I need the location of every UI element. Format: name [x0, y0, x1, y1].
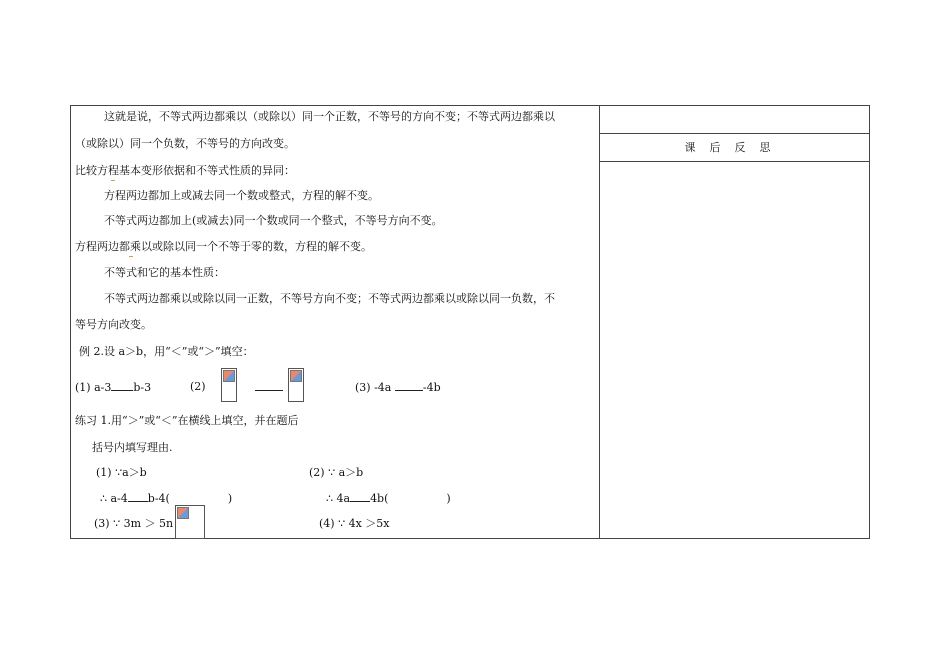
example-2-item-3: (3) -4a -4b	[355, 381, 441, 394]
edit-mark	[111, 177, 115, 181]
example-2-item-2-blank	[255, 380, 283, 395]
practice-1-subtitle: 括号内填写理由.	[92, 441, 173, 454]
text-line-2: （或除以）同一个负数，不等号的方向改变。	[75, 137, 295, 150]
fraction-image-icon	[288, 368, 304, 402]
text-line-7: 不等式和它的基本性质：	[104, 266, 225, 279]
fill-blank[interactable]	[395, 380, 423, 391]
example-2-title: 例 2.设 a＞b，用“＜”或“＞”填空：	[79, 345, 254, 358]
practice-q2-answer: ∴ 4a 4b( )	[326, 492, 451, 505]
fill-blank[interactable]	[111, 380, 133, 391]
text-line-5: 不等式两边都加上(或减去)同一个数或同一个整式，不等号方向不变。	[104, 214, 443, 227]
practice-q1-given: (1) ∵a＞b	[96, 466, 147, 479]
example-2-item-1: (1) a-3 b-3	[75, 381, 152, 394]
practice-q3-given: (3) ∵ 3m ＞ 5n	[94, 517, 174, 530]
fill-blank[interactable]	[255, 380, 283, 391]
text-line-4: 方程两边都加上或减去同一个数或整式，方程的解不变。	[104, 189, 379, 202]
example-2-item-2-label: (2)	[190, 380, 206, 393]
right-row-divider-bottom	[599, 161, 870, 162]
reflection-heading: 课后反思	[684, 141, 785, 154]
edit-mark	[129, 253, 133, 257]
text-line-3: 比较方程基本变形依据和不等式性质的异同：	[75, 164, 295, 177]
fill-blank[interactable]	[350, 491, 370, 502]
practice-q2-given: (2) ∵ a＞b	[309, 466, 364, 479]
text-line-6: 方程两边都乘以或除以同一个不等于零的数，方程的解不变。	[75, 240, 372, 253]
practice-1-title: 练习 1.用“＞”或“＜”在横线上填空，并在题后	[75, 414, 299, 427]
column-divider	[599, 106, 600, 538]
fill-blank[interactable]	[128, 491, 148, 502]
practice-q1-answer: ∴ a-4 b-4( )	[100, 492, 233, 505]
fraction-image-icon	[221, 368, 237, 402]
fraction-image-icon	[175, 505, 205, 539]
text-line-8: 不等式两边都乘以或除以同一正数，不等号方向不变；不等式两边都乘以或除以同一负数，不	[104, 292, 555, 305]
text-line-1: 这就是说，不等式两边都乘以（或除以）同一个正数，不等号的方向不变；不等式两边都乘以	[104, 110, 555, 123]
practice-q4-given: (4) ∵ 4x ＞5x	[319, 517, 390, 530]
text-line-9: 等号方向改变。	[75, 318, 152, 331]
